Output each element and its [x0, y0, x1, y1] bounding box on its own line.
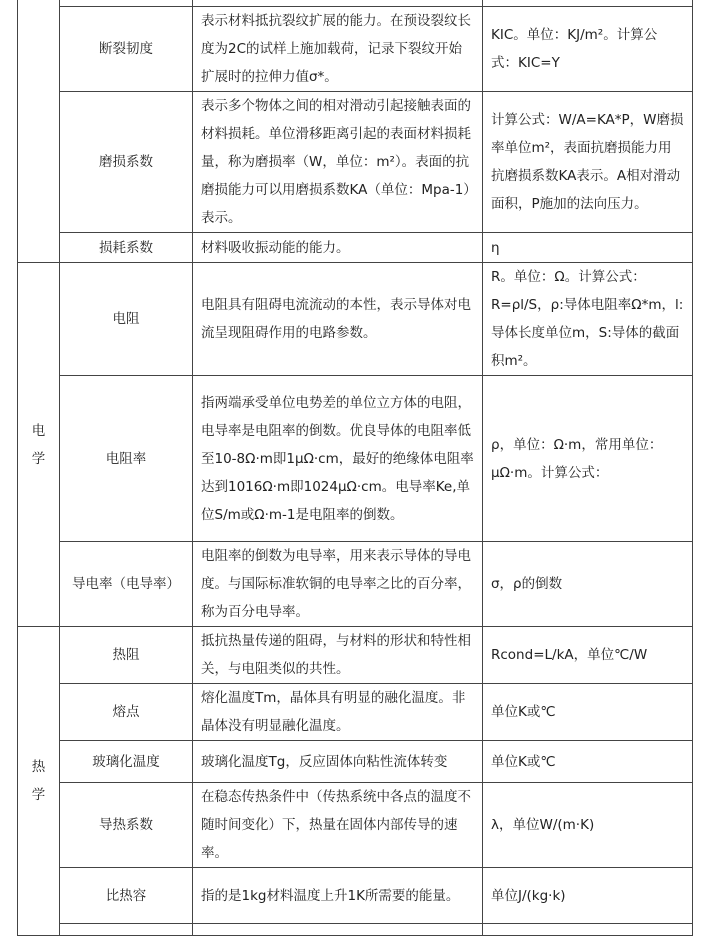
description-cell: 抵抗热量传递的阻碍，与材料的形状和特性相关，与电阻类似的共性。: [193, 627, 483, 684]
table-row: [18, 92, 693, 233]
unit-cell: [483, 924, 693, 936]
property-name-cell: 断裂韧度: [60, 7, 193, 92]
property-name-cell: 电阻: [60, 263, 193, 376]
description-cell: 指两端承受单位电势差的单位立方体的电阻，电导率是电阻率的倒数。优良导体的电阻率低至10-8Ω·m即1μΩ·cm，最好的绝缘体电阻率达到1016Ω·m即1024μΩ·cm。电导率Ke,单位S/m或Ω·m-1是电阻率的倒数。: [193, 376, 483, 542]
table-row: [18, 741, 693, 783]
table-row: [18, 868, 693, 924]
table-row: [18, 783, 693, 868]
description-cell: [193, 924, 483, 936]
property-name-cell: 磨损系数: [60, 92, 193, 233]
unit-cell: 单位K或℃: [483, 684, 693, 741]
description-cell: 材料吸收振动能的能力。: [193, 233, 483, 263]
table-row: [18, 684, 693, 741]
property-name-cell: [60, 924, 193, 936]
property-name-cell: 玻璃化温度: [60, 741, 193, 783]
unit-cell: ρ，单位：Ω·m，常用单位：μΩ·m。计算公式：: [483, 376, 693, 542]
unit-cell: σ，ρ的倒数: [483, 542, 693, 627]
table-row: [18, 627, 693, 684]
table-row: [18, 263, 693, 376]
unit-cell: KIC。单位：KJ/m²。计算公式：KIC=Y: [483, 7, 693, 92]
category-cell-electrical: 电学: [18, 263, 60, 627]
description-cell: 表示材料抵抗裂纹扩展的能力。在预设裂纹长度为2C的试样上施加载荷，记录下裂纹开始扩展时的拉伸力值σ*。: [193, 7, 483, 92]
table-row: [18, 924, 693, 936]
unit-cell: Rcond=L/kA，单位℃/W: [483, 627, 693, 684]
property-name-cell: 电阻率: [60, 376, 193, 542]
category-cell-mechanics: [18, 0, 60, 263]
category-cell-thermal: 热学: [18, 627, 60, 936]
table-row: [18, 542, 693, 627]
table-row: [18, 233, 693, 263]
unit-cell: η: [483, 233, 693, 263]
property-name-cell: 比热容: [60, 868, 193, 924]
property-name-cell: 熔点: [60, 684, 193, 741]
description-cell: 熔化温度Tm，晶体具有明显的融化温度。非晶体没有明显融化温度。: [193, 684, 483, 741]
description-cell: 指的是1kg材料温度上升1K所需要的能量。: [193, 868, 483, 924]
table-row: [18, 7, 693, 92]
description-cell: 表示多个物体之间的相对滑动引起接触表面的材料损耗。单位滑移距离引起的表面材料损耗量，称为磨损率（W，单位：m²）。表面的抗磨损能力可以用磨损系数KA（单位：Mpa-1）表示。: [193, 92, 483, 233]
unit-cell: 计算公式：W/A=KA*P，W磨损率单位m²，表面抗磨损能力用抗磨损系数KA表示。A相对滑动面积，P施加的法向压力。: [483, 92, 693, 233]
unit-cell: 单位J/(kg·k): [483, 868, 693, 924]
property-name-cell: 损耗系数: [60, 233, 193, 263]
description-cell: 在稳态传热条件中（传热系统中各点的温度不随时间变化）下，热量在固体内部传导的速率。: [193, 783, 483, 868]
material-properties-table: [17, 0, 693, 936]
unit-cell: λ，单位W/(m·K): [483, 783, 693, 868]
property-name-cell: 热阻: [60, 627, 193, 684]
description-cell: 玻璃化温度Tg，反应固体向粘性流体转变: [193, 741, 483, 783]
property-name-cell: 导热系数: [60, 783, 193, 868]
property-name-cell: 导电率（电导率）: [60, 542, 193, 627]
description-cell: 电阻率的倒数为电导率，用来表示导体的导电度。与国际标准软铜的电导率之比的百分率，称为百分电导率。: [193, 542, 483, 627]
unit-cell: 单位K或℃: [483, 741, 693, 783]
unit-cell: R。单位：Ω。计算公式：R=ρl/S，ρ:导体电阻率Ω*m，l:导体长度单位m，S:导体的截面积m²。: [483, 263, 693, 376]
table-row: [18, 376, 693, 542]
description-cell: 电阻具有阻碍电流流动的本性，表示导体对电流呈现阻碍作用的电路参数。: [193, 263, 483, 376]
